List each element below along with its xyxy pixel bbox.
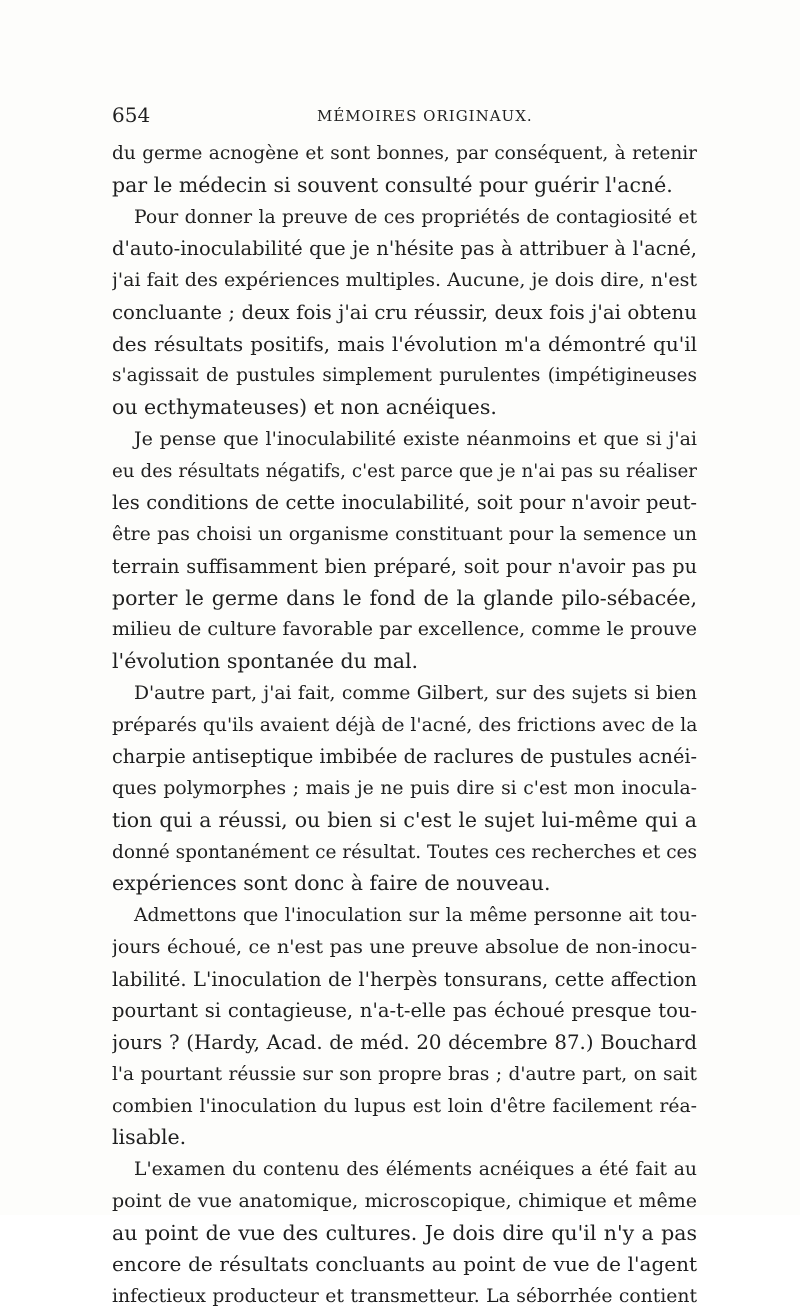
text-line: j'ai fait des expériences multiples. Aucune, je dois dire, n'est	[112, 269, 697, 291]
text-line: préparés qu'ils avaient déjà de l'acné, des frictions avec de la	[112, 714, 697, 736]
text-line: lisable.	[112, 1125, 187, 1150]
text-line: eu des résultats négatifs, c'est parce que je n'ai pas su réaliser	[112, 460, 697, 482]
text-line: être pas choisi un organisme constituant pour la semence un	[112, 524, 697, 545]
text-line: l'évolution spontanée du mal.	[112, 649, 419, 673]
text-line: Pour donner la preuve de ces propriétés de contagiosité et	[134, 206, 697, 228]
text-line: charpie antiseptique imbibée de raclures de pustules acnéi-	[112, 745, 697, 769]
text-line: Je pense que l'inoculabilité existe néanmoins et que si j'ai	[134, 427, 697, 450]
text-line: l'a pourtant réussie sur son propre bras ; d'autre part, on sait	[112, 1063, 697, 1085]
text-line: infectieux producteur et transmetteur. La séborrhée contient	[112, 1286, 697, 1307]
text-line: pourtant si contagieuse, n'a-t-elle pas échoué presque tou-	[112, 999, 697, 1023]
running-head	[112, 100, 702, 130]
text-line: du germe acnogène et sont bonnes, par conséquent, à retenir	[112, 143, 697, 164]
running-title: MÉMOIRES ORIGINAUX.	[317, 107, 533, 125]
text-line: combien l'inoculation du lupus est loin d'être facilement réa-	[112, 1095, 697, 1117]
body-text	[112, 138, 697, 1313]
text-line: tion qui a réussi, ou bien si c'est le sujet lui-même qui a	[112, 807, 697, 832]
text-line: les conditions de cette inoculabilité, soit pour n'avoir peut-	[112, 491, 697, 515]
text-line: par le médecin si souvent consulté pour guérir l'acné.	[112, 172, 673, 197]
text-line: d'auto-inoculabilité que je n'hésite pas à attribuer à l'acné,	[112, 237, 697, 261]
text-line: ou ecthymateuses) et non acnéiques.	[112, 395, 497, 419]
text-line: milieu de culture favorable par excellence, comme le prouve	[112, 618, 697, 641]
text-line: labilité. L'inoculation de l'herpès tonsurans, cette affection	[112, 967, 697, 991]
text-line: point de vue anatomique, microscopique, chimique et même	[112, 1189, 697, 1212]
text-line: s'agissait de pustules simplement purulentes (impétigineuses	[112, 365, 697, 387]
page-number: 654	[112, 103, 151, 127]
text-line: au point de vue des cultures. Je dois dire qu'il n'y a pas	[112, 1220, 697, 1245]
text-line: jours échoué, ce n'est pas une preuve absolue de non-inocu-	[112, 935, 697, 958]
text-line: des résultats positifs, mais l'évolution m'a démontré qu'il	[112, 331, 697, 356]
text-line: encore de résultats concluants au point de vue de l'agent	[112, 1252, 697, 1277]
text-line: expériences sont donc à faire de nouveau.	[112, 871, 551, 896]
text-line: jours ? (Hardy, Acad. de méd. 20 décembre 87.) Bouchard	[112, 1031, 697, 1054]
text-line: Admettons que l'inoculation sur la même personne ait tou-	[134, 905, 697, 926]
text-line: L'examen du contenu des éléments acnéiques a été fait au	[134, 1159, 697, 1180]
text-line: D'autre part, j'ai fait, comme Gilbert, sur des sujets si bien	[134, 682, 697, 704]
text-line: donné spontanément ce résultat. Toutes ces recherches et ces	[112, 841, 697, 863]
text-line: porter le germe dans le fond de la glande pilo-sébacée,	[112, 585, 697, 610]
text-line: terrain suffisamment bien préparé, soit pour n'avoir pas pu	[112, 554, 697, 578]
text-line: concluante ; deux fois j'ai cru réussir, deux fois j'ai obtenu	[112, 300, 697, 324]
text-line: ques polymorphes ; mais je ne puis dire si c'est mon inocula-	[112, 778, 697, 799]
